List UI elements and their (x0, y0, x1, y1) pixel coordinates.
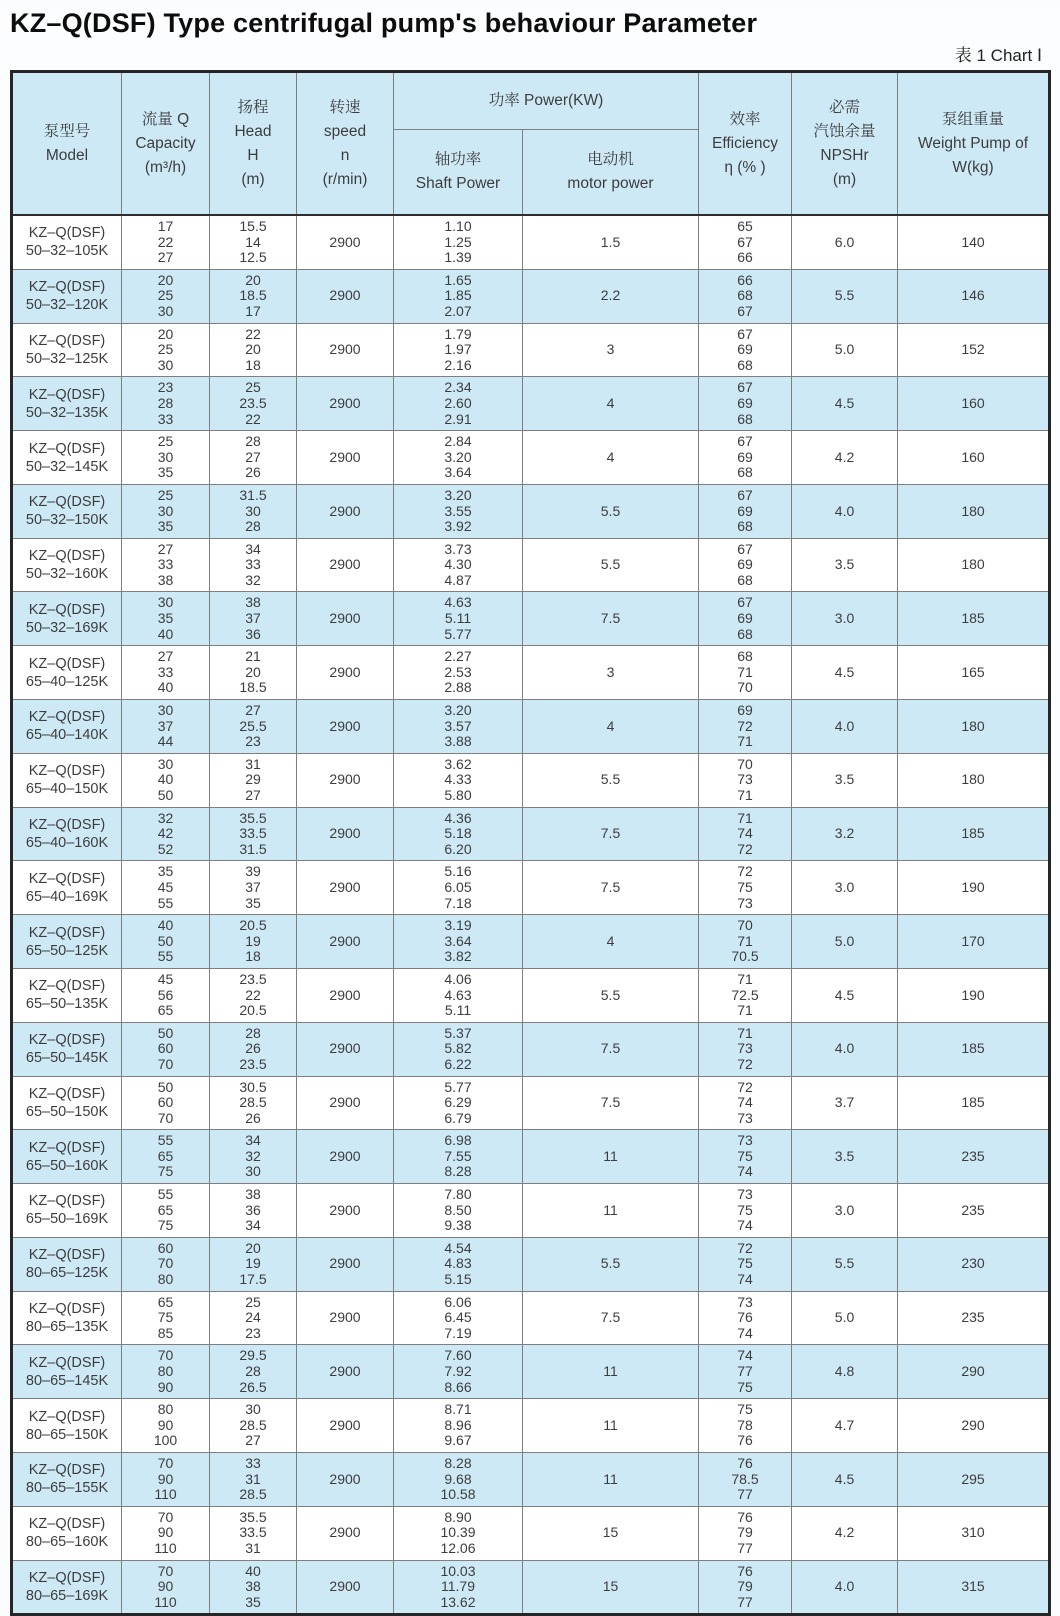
head-cell: 20.5 19 18 (210, 915, 297, 969)
motor-power-cell: 5.5 (523, 538, 699, 592)
table-row (12, 1076, 1050, 1130)
efficiency-cell: 73 75 74 (699, 1130, 792, 1184)
table-row (12, 215, 1050, 269)
capacity-cell: 27 33 40 (122, 646, 210, 700)
shaft-power-cell: 8.28 9.68 10.58 (394, 1452, 523, 1506)
speed-cell: 2900 (297, 700, 394, 754)
efficiency-cell: 74 77 75 (699, 1345, 792, 1399)
capacity-cell: 50 60 70 (122, 1076, 210, 1130)
head-cell: 15.5 14 12.5 (210, 215, 297, 269)
npshr-cell: 3.0 (792, 592, 898, 646)
motor-power-cell: 11 (523, 1130, 699, 1184)
table-row (12, 1130, 1050, 1184)
efficiency-cell: 76 78.5 77 (699, 1452, 792, 1506)
motor-power-cell: 7.5 (523, 592, 699, 646)
head-cell: 31.5 30 28 (210, 484, 297, 538)
speed-cell: 2900 (297, 1399, 394, 1453)
model-cell: KZ–Q(DSF) 65–50–150K (12, 1076, 122, 1130)
speed-cell: 2900 (297, 323, 394, 377)
capacity-cell: 17 22 27 (122, 215, 210, 269)
weight-cell: 235 (898, 1184, 1050, 1238)
weight-cell: 180 (898, 700, 1050, 754)
shaft-power-cell: 2.84 3.20 3.64 (394, 431, 523, 485)
weight-cell: 185 (898, 807, 1050, 861)
efficiency-cell: 67 69 68 (699, 538, 792, 592)
table-row (12, 968, 1050, 1022)
shaft-power-cell: 10.03 11.79 13.62 (394, 1560, 523, 1615)
model-cell: KZ–Q(DSF) 80–65–125K (12, 1237, 122, 1291)
capacity-cell: 70 80 90 (122, 1345, 210, 1399)
col-header-power-group: 功率 Power(KW) (394, 72, 699, 130)
head-cell: 35.5 33.5 31 (210, 1506, 297, 1560)
motor-power-cell: 7.5 (523, 1076, 699, 1130)
model-cell: KZ–Q(DSF) 50–32–120K (12, 269, 122, 323)
speed-cell: 2900 (297, 807, 394, 861)
model-cell: KZ–Q(DSF) 65–50–125K (12, 915, 122, 969)
npshr-cell: 4.0 (792, 1560, 898, 1615)
efficiency-cell: 67 69 68 (699, 431, 792, 485)
capacity-cell: 32 42 52 (122, 807, 210, 861)
head-cell: 30.5 28.5 26 (210, 1076, 297, 1130)
model-cell: KZ–Q(DSF) 80–65–160K (12, 1506, 122, 1560)
weight-cell: 185 (898, 1022, 1050, 1076)
efficiency-cell: 67 69 68 (699, 323, 792, 377)
table-row (12, 646, 1050, 700)
capacity-cell: 50 60 70 (122, 1022, 210, 1076)
motor-power-cell: 5.5 (523, 1237, 699, 1291)
shaft-power-cell: 7.60 7.92 8.66 (394, 1345, 523, 1399)
npshr-cell: 5.0 (792, 915, 898, 969)
table-row (12, 1022, 1050, 1076)
capacity-cell: 55 65 75 (122, 1130, 210, 1184)
model-cell: KZ–Q(DSF) 50–32–125K (12, 323, 122, 377)
weight-cell: 165 (898, 646, 1050, 700)
npshr-cell: 4.0 (792, 1022, 898, 1076)
speed-cell: 2900 (297, 915, 394, 969)
head-cell: 40 38 35 (210, 1560, 297, 1615)
weight-cell: 295 (898, 1452, 1050, 1506)
head-cell: 25 24 23 (210, 1291, 297, 1345)
shaft-power-cell: 4.54 4.83 5.15 (394, 1237, 523, 1291)
efficiency-cell: 65 67 66 (699, 215, 792, 269)
model-cell: KZ–Q(DSF) 65–50–145K (12, 1022, 122, 1076)
head-cell: 21 20 18.5 (210, 646, 297, 700)
head-cell: 38 36 34 (210, 1184, 297, 1238)
speed-cell: 2900 (297, 538, 394, 592)
speed-cell: 2900 (297, 1022, 394, 1076)
capacity-cell: 55 65 75 (122, 1184, 210, 1238)
capacity-cell: 60 70 80 (122, 1237, 210, 1291)
speed-cell: 2900 (297, 1237, 394, 1291)
efficiency-cell: 67 69 68 (699, 484, 792, 538)
capacity-cell: 80 90 100 (122, 1399, 210, 1453)
weight-cell: 310 (898, 1506, 1050, 1560)
motor-power-cell: 5.5 (523, 968, 699, 1022)
efficiency-cell: 72 74 73 (699, 1076, 792, 1130)
head-cell: 38 37 36 (210, 592, 297, 646)
table-row (12, 538, 1050, 592)
head-cell: 28 26 23.5 (210, 1022, 297, 1076)
npshr-cell: 3.0 (792, 861, 898, 915)
npshr-cell: 3.2 (792, 807, 898, 861)
motor-power-cell: 15 (523, 1506, 699, 1560)
model-cell: KZ–Q(DSF) 80–65–155K (12, 1452, 122, 1506)
weight-cell: 152 (898, 323, 1050, 377)
shaft-power-cell: 5.37 5.82 6.22 (394, 1022, 523, 1076)
speed-cell: 2900 (297, 1076, 394, 1130)
model-cell: KZ–Q(DSF) 65–40–169K (12, 861, 122, 915)
shaft-power-cell: 3.20 3.55 3.92 (394, 484, 523, 538)
npshr-cell: 5.5 (792, 269, 898, 323)
motor-power-cell: 11 (523, 1452, 699, 1506)
table-row (12, 1399, 1050, 1453)
efficiency-cell: 73 76 74 (699, 1291, 792, 1345)
table-body (12, 215, 1050, 1615)
table-row (12, 431, 1050, 485)
table-row (12, 915, 1050, 969)
model-cell: KZ–Q(DSF) 50–32–135K (12, 377, 122, 431)
model-cell: KZ–Q(DSF) 65–50–169K (12, 1184, 122, 1238)
capacity-cell: 70 90 110 (122, 1452, 210, 1506)
table-row (12, 1345, 1050, 1399)
efficiency-cell: 70 73 71 (699, 753, 792, 807)
weight-cell: 180 (898, 538, 1050, 592)
npshr-cell: 5.0 (792, 1291, 898, 1345)
speed-cell: 2900 (297, 431, 394, 485)
model-cell: KZ–Q(DSF) 80–65–135K (12, 1291, 122, 1345)
head-cell: 34 33 32 (210, 538, 297, 592)
shaft-power-cell: 6.98 7.55 8.28 (394, 1130, 523, 1184)
capacity-cell: 20 25 30 (122, 269, 210, 323)
efficiency-cell: 73 75 74 (699, 1184, 792, 1238)
npshr-cell: 5.0 (792, 323, 898, 377)
head-cell: 33 31 28.5 (210, 1452, 297, 1506)
npshr-cell: 3.0 (792, 1184, 898, 1238)
motor-power-cell: 3 (523, 646, 699, 700)
motor-power-cell: 3 (523, 323, 699, 377)
col-header-npshr: 必需 汽蚀余量 NPSHr (m) (792, 72, 898, 216)
model-cell: KZ–Q(DSF) 50–32–145K (12, 431, 122, 485)
capacity-cell: 30 37 44 (122, 700, 210, 754)
capacity-cell: 30 40 50 (122, 753, 210, 807)
shaft-power-cell: 6.06 6.45 7.19 (394, 1291, 523, 1345)
chart-number-label: 表 1 Chart Ⅰ (954, 46, 1042, 65)
col-header-weight: 泵组重量 Weight Pump of W(kg) (898, 72, 1050, 216)
head-cell: 25 23.5 22 (210, 377, 297, 431)
table-row (12, 861, 1050, 915)
model-cell: KZ–Q(DSF) 80–65–169K (12, 1560, 122, 1615)
efficiency-cell: 68 71 70 (699, 646, 792, 700)
head-cell: 31 29 27 (210, 753, 297, 807)
head-cell: 29.5 28 26.5 (210, 1345, 297, 1399)
npshr-cell: 3.7 (792, 1076, 898, 1130)
table-row (12, 377, 1050, 431)
shaft-power-cell: 8.90 10.39 12.06 (394, 1506, 523, 1560)
model-cell: KZ–Q(DSF) 50–32–105K (12, 215, 122, 269)
efficiency-cell: 72 75 73 (699, 861, 792, 915)
motor-power-cell: 4 (523, 915, 699, 969)
speed-cell: 2900 (297, 1452, 394, 1506)
shaft-power-cell: 3.73 4.30 4.87 (394, 538, 523, 592)
shaft-power-cell: 1.65 1.85 2.07 (394, 269, 523, 323)
motor-power-cell: 4 (523, 431, 699, 485)
npshr-cell: 3.5 (792, 1130, 898, 1184)
table-row (12, 807, 1050, 861)
model-cell: KZ–Q(DSF) 65–40–125K (12, 646, 122, 700)
motor-power-cell: 7.5 (523, 861, 699, 915)
speed-cell: 2900 (297, 215, 394, 269)
table-row (12, 484, 1050, 538)
table-row (12, 1184, 1050, 1238)
speed-cell: 2900 (297, 377, 394, 431)
pump-parameter-table (10, 70, 1051, 1616)
npshr-cell: 4.2 (792, 1506, 898, 1560)
motor-power-cell: 4 (523, 700, 699, 754)
speed-cell: 2900 (297, 484, 394, 538)
motor-power-cell: 7.5 (523, 807, 699, 861)
weight-cell: 160 (898, 377, 1050, 431)
motor-power-cell: 4 (523, 377, 699, 431)
table-row (12, 1237, 1050, 1291)
model-cell: KZ–Q(DSF) 80–65–150K (12, 1399, 122, 1453)
weight-cell: 235 (898, 1130, 1050, 1184)
table-row (12, 1506, 1050, 1560)
table-row (12, 700, 1050, 754)
col-header-speed: 转速 speed n (r/min) (297, 72, 394, 216)
weight-cell: 290 (898, 1399, 1050, 1453)
shaft-power-cell: 5.77 6.29 6.79 (394, 1076, 523, 1130)
efficiency-cell: 71 73 72 (699, 1022, 792, 1076)
capacity-cell: 20 25 30 (122, 323, 210, 377)
model-cell: KZ–Q(DSF) 50–32–169K (12, 592, 122, 646)
npshr-cell: 3.5 (792, 753, 898, 807)
capacity-cell: 65 75 85 (122, 1291, 210, 1345)
table-row (12, 1452, 1050, 1506)
npshr-cell: 4.0 (792, 484, 898, 538)
capacity-cell: 23 28 33 (122, 377, 210, 431)
weight-cell: 185 (898, 1076, 1050, 1130)
table-row (12, 269, 1050, 323)
efficiency-cell: 70 71 70.5 (699, 915, 792, 969)
speed-cell: 2900 (297, 1184, 394, 1238)
weight-cell: 140 (898, 215, 1050, 269)
capacity-cell: 25 30 35 (122, 484, 210, 538)
efficiency-cell: 76 79 77 (699, 1560, 792, 1615)
model-cell: KZ–Q(DSF) 50–32–150K (12, 484, 122, 538)
shaft-power-cell: 7.80 8.50 9.38 (394, 1184, 523, 1238)
efficiency-cell: 71 72.5 71 (699, 968, 792, 1022)
speed-cell: 2900 (297, 1345, 394, 1399)
npshr-cell: 4.2 (792, 431, 898, 485)
speed-cell: 2900 (297, 753, 394, 807)
npshr-cell: 4.8 (792, 1345, 898, 1399)
head-cell: 28 27 26 (210, 431, 297, 485)
col-header-shaft-power: 轴功率 Shaft Power (394, 130, 523, 216)
motor-power-cell: 7.5 (523, 1291, 699, 1345)
npshr-cell: 6.0 (792, 215, 898, 269)
weight-cell: 315 (898, 1560, 1050, 1615)
head-cell: 30 28.5 27 (210, 1399, 297, 1453)
efficiency-cell: 69 72 71 (699, 700, 792, 754)
shaft-power-cell: 4.06 4.63 5.11 (394, 968, 523, 1022)
col-header-efficiency: 效率 Efficiency η (% ) (699, 72, 792, 216)
motor-power-cell: 5.5 (523, 484, 699, 538)
capacity-cell: 27 33 38 (122, 538, 210, 592)
speed-cell: 2900 (297, 1291, 394, 1345)
shaft-power-cell: 1.10 1.25 1.39 (394, 215, 523, 269)
speed-cell: 2900 (297, 861, 394, 915)
motor-power-cell: 11 (523, 1184, 699, 1238)
table-row (12, 592, 1050, 646)
npshr-cell: 4.0 (792, 700, 898, 754)
shaft-power-cell: 1.79 1.97 2.16 (394, 323, 523, 377)
head-cell: 20 18.5 17 (210, 269, 297, 323)
speed-cell: 2900 (297, 968, 394, 1022)
shaft-power-cell: 3.62 4.33 5.80 (394, 753, 523, 807)
npshr-cell: 4.5 (792, 646, 898, 700)
motor-power-cell: 2.2 (523, 269, 699, 323)
model-cell: KZ–Q(DSF) 50–32–160K (12, 538, 122, 592)
head-cell: 20 19 17.5 (210, 1237, 297, 1291)
model-cell: KZ–Q(DSF) 80–65–145K (12, 1345, 122, 1399)
weight-cell: 170 (898, 915, 1050, 969)
efficiency-cell: 75 78 76 (699, 1399, 792, 1453)
efficiency-cell: 67 69 68 (699, 377, 792, 431)
capacity-cell: 70 90 110 (122, 1506, 210, 1560)
motor-power-cell: 7.5 (523, 1022, 699, 1076)
capacity-cell: 70 90 110 (122, 1560, 210, 1615)
weight-cell: 180 (898, 753, 1050, 807)
weight-cell: 180 (898, 484, 1050, 538)
speed-cell: 2900 (297, 592, 394, 646)
table-row (12, 753, 1050, 807)
model-cell: KZ–Q(DSF) 65–50–135K (12, 968, 122, 1022)
weight-cell: 190 (898, 968, 1050, 1022)
model-cell: KZ–Q(DSF) 65–40–140K (12, 700, 122, 754)
head-cell: 35.5 33.5 31.5 (210, 807, 297, 861)
capacity-cell: 25 30 35 (122, 431, 210, 485)
npshr-cell: 4.5 (792, 1452, 898, 1506)
shaft-power-cell: 3.20 3.57 3.88 (394, 700, 523, 754)
npshr-cell: 5.5 (792, 1237, 898, 1291)
speed-cell: 2900 (297, 1130, 394, 1184)
npshr-cell: 4.5 (792, 377, 898, 431)
efficiency-cell: 71 74 72 (699, 807, 792, 861)
shaft-power-cell: 8.71 8.96 9.67 (394, 1399, 523, 1453)
motor-power-cell: 1.5 (523, 215, 699, 269)
efficiency-cell: 76 79 77 (699, 1506, 792, 1560)
page-title: KZ–Q(DSF) Type centrifugal pump's behaviour Parameter (10, 8, 758, 38)
col-header-head: 扬程 Head H (m) (210, 72, 297, 216)
shaft-power-cell: 2.34 2.60 2.91 (394, 377, 523, 431)
capacity-cell: 30 35 40 (122, 592, 210, 646)
speed-cell: 2900 (297, 1560, 394, 1615)
shaft-power-cell: 3.19 3.64 3.82 (394, 915, 523, 969)
head-cell: 22 20 18 (210, 323, 297, 377)
document-page (0, 8, 1060, 1610)
npshr-cell: 4.5 (792, 968, 898, 1022)
table-row (12, 323, 1050, 377)
weight-cell: 190 (898, 861, 1050, 915)
weight-cell: 290 (898, 1345, 1050, 1399)
npshr-cell: 4.7 (792, 1399, 898, 1453)
head-cell: 39 37 35 (210, 861, 297, 915)
speed-cell: 2900 (297, 646, 394, 700)
speed-cell: 2900 (297, 269, 394, 323)
efficiency-cell: 66 68 67 (699, 269, 792, 323)
model-cell: KZ–Q(DSF) 65–40–160K (12, 807, 122, 861)
capacity-cell: 45 56 65 (122, 968, 210, 1022)
table-row (12, 1560, 1050, 1615)
weight-cell: 235 (898, 1291, 1050, 1345)
shaft-power-cell: 2.27 2.53 2.88 (394, 646, 523, 700)
npshr-cell: 3.5 (792, 538, 898, 592)
motor-power-cell: 15 (523, 1560, 699, 1615)
head-cell: 34 32 30 (210, 1130, 297, 1184)
table-header (12, 72, 1050, 216)
col-header-model: 泵型号 Model (12, 72, 122, 216)
col-header-motor-power: 电动机 motor power (523, 130, 699, 216)
head-cell: 27 25.5 23 (210, 700, 297, 754)
efficiency-cell: 67 69 68 (699, 592, 792, 646)
weight-cell: 146 (898, 269, 1050, 323)
capacity-cell: 40 50 55 (122, 915, 210, 969)
table-row (12, 1291, 1050, 1345)
weight-cell: 160 (898, 431, 1050, 485)
motor-power-cell: 5.5 (523, 753, 699, 807)
capacity-cell: 35 45 55 (122, 861, 210, 915)
efficiency-cell: 72 75 74 (699, 1237, 792, 1291)
model-cell: KZ–Q(DSF) 65–40–150K (12, 753, 122, 807)
model-cell: KZ–Q(DSF) 65–50–160K (12, 1130, 122, 1184)
shaft-power-cell: 4.63 5.11 5.77 (394, 592, 523, 646)
head-cell: 23.5 22 20.5 (210, 968, 297, 1022)
weight-cell: 185 (898, 592, 1050, 646)
shaft-power-cell: 5.16 6.05 7.18 (394, 861, 523, 915)
motor-power-cell: 11 (523, 1399, 699, 1453)
speed-cell: 2900 (297, 1506, 394, 1560)
motor-power-cell: 11 (523, 1345, 699, 1399)
weight-cell: 230 (898, 1237, 1050, 1291)
col-header-capacity: 流量 Q Capacity (m³/h) (122, 72, 210, 216)
shaft-power-cell: 4.36 5.18 6.20 (394, 807, 523, 861)
